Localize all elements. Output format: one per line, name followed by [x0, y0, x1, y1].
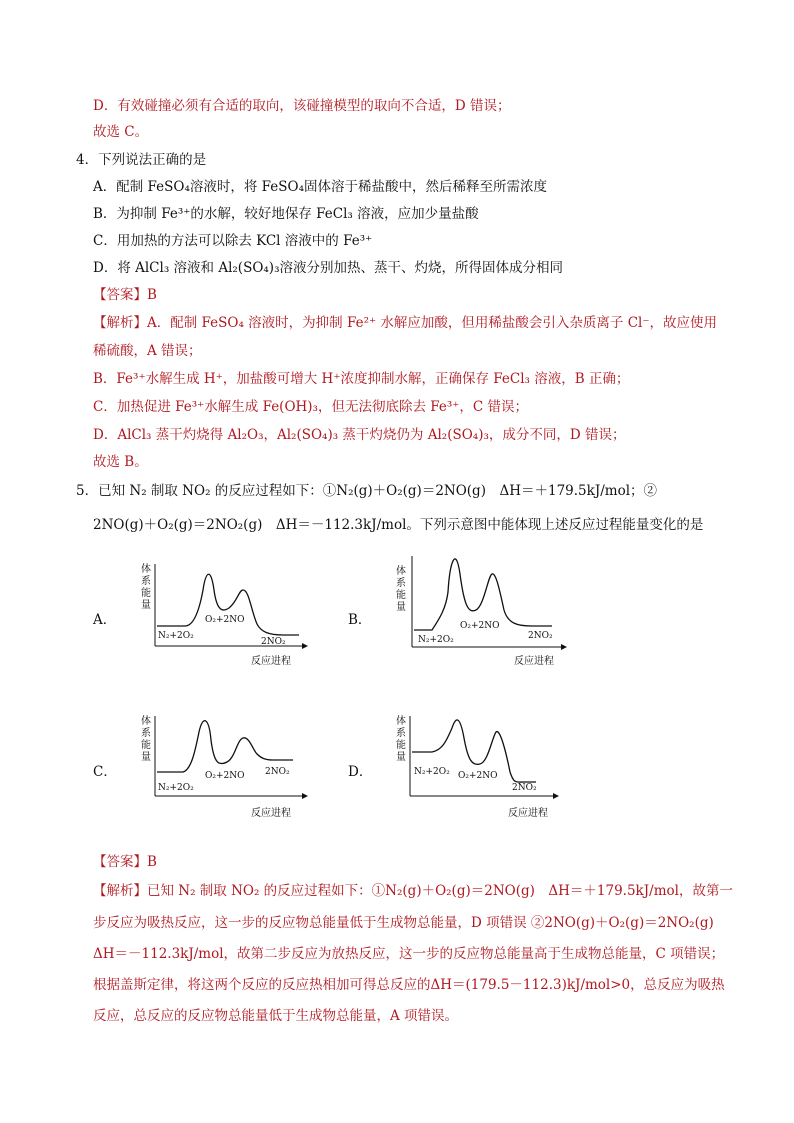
y-label-char: 量 [396, 602, 406, 613]
n2-label: N₂+2O₂ [414, 767, 450, 777]
q5-analysis-line-5: 反应，总反应的反应物总能量低于生成物总能量，A 项错误。 [93, 1008, 459, 1024]
q5-answer [93, 852, 157, 872]
x-label: 反应进程 [251, 808, 291, 819]
diagram-a [133, 560, 313, 674]
q5-analysis-text-1: 已知 N₂ 制取 NO₂ 的反应过程如下：①N₂(g)＋O₂(g)＝2NO(g) ΔH＝＋179.5kJ/mol，故第一 [147, 883, 733, 899]
no2-label: 2NO₂ [528, 631, 553, 641]
n2-label: N₂+2O₂ [158, 783, 194, 793]
q4-stem: 4．下列说法正确的是 [76, 152, 207, 168]
prev-option-d-analysis: D．有效碰撞必须有合适的取向，该碰撞模型的取向不合适，D 错误； [93, 98, 511, 114]
diagram-b [392, 552, 572, 676]
q4-analysis-line-3: B．Fe³⁺水解生成 H⁺，加盐酸可增大 H⁺浓度抑制水解，正确保存 FeCl₃ 溶液，B 正确； [93, 371, 630, 387]
o2no-label: O₂+2NO [205, 771, 245, 781]
x-label: 反应进程 [251, 656, 291, 667]
y-label-char: 系 [141, 728, 151, 739]
x-label: 反应进程 [508, 808, 548, 819]
x-label: 反应进程 [514, 656, 554, 667]
q4-analysis-tag: 【解析】 [93, 315, 147, 331]
q5-answer-value: B [147, 854, 157, 870]
q5-option-c-label: C． [93, 764, 117, 780]
q4-analysis-line-4: C．加热促进 Fe³⁺水解生成 Fe(OH)₃，但无法彻底除去 Fe³⁺，C 错误； [93, 399, 529, 415]
q4-option-d: D．将 AlCl₃ 溶液和 Al₂(SO₄)₃溶液分别加热、蒸干、灼烧，所得固体成分相同 [93, 260, 563, 276]
q5-answer-tag: 【答案】 [93, 854, 147, 870]
n2-label: N₂+2O₂ [158, 631, 194, 641]
no2-label: 2NO₂ [512, 783, 537, 793]
no2-label: 2NO₂ [261, 637, 286, 647]
o2no-label: O₂+2NO [458, 771, 498, 781]
y-label-char: 量 [141, 600, 151, 611]
x-axis-arrow [561, 644, 567, 650]
y-label-char: 体 [141, 564, 151, 575]
q4-analysis-line-1 [93, 313, 717, 333]
energy-curve [414, 559, 552, 630]
o2no-label: O₂+2NO [460, 621, 500, 631]
q4-analysis-line-5: D．AlCl₃ 蒸干灼烧得 Al₂O₃，Al₂(SO₄)₃ 蒸干灼烧仍为 Al₂(SO₄)₃，成分不同，D 错误； [93, 427, 626, 443]
q4-option-a: A．配制 FeSO₄溶液时，将 FeSO₄固体溶于稀盐酸中，然后稀释至所需浓度 [93, 179, 548, 195]
y-label-char: 能 [396, 740, 406, 751]
x-axis-arrow [302, 643, 308, 649]
q4-answer [93, 285, 157, 305]
y-label-char: 系 [396, 728, 406, 739]
prev-choose: 故选 C。 [93, 124, 149, 140]
q5-analysis-line-3: ΔH＝－112.3kJ/mol，故第二步反应为放热反应，这一步的反应物总能量高于生成物总能量，C 项错误； [93, 946, 725, 962]
q4-option-b: B．为抑制 Fe³⁺的水解，较好地保存 FeCl₃ 溶液，应加少量盐酸 [93, 206, 479, 222]
y-label-char: 系 [396, 578, 406, 589]
q5-analysis-tag: 【解析】 [93, 883, 147, 899]
q5-stem-line-2: 2NO(g)＋O₂(g)＝2NO₂(g) ΔH＝－112.3kJ/mol。下列示意图中能体现上述反应过程能量变化的是 [93, 517, 704, 533]
energy-curve [157, 574, 299, 635]
q4-analysis-line-2: 稀硫酸，A 错误； [93, 343, 202, 359]
q5-option-d-label: D． [348, 764, 373, 780]
x-axis-arrow [302, 793, 308, 799]
y-label-char: 体 [141, 716, 151, 727]
y-label-char: 量 [141, 752, 151, 763]
q5-stem-line-1: 5．已知 N₂ 制取 NO₂ 的反应过程如下：①N₂(g)＋O₂(g)＝2NO(g) ΔH＝＋179.5kJ/mol；② [76, 483, 658, 499]
y-label-char: 能 [396, 590, 406, 601]
q4-choose: 故选 B。 [93, 454, 148, 470]
q5-analysis-line-4: 根据盖斯定律，将这两个反应的反应热相加可得总反应的ΔH＝(179.5－112.3)kJ/mol>0，总反应为吸热 [93, 977, 725, 993]
q4-option-c: C．用加热的方法可以除去 KCl 溶液中的 Fe³⁺ [93, 233, 373, 249]
no2-label: 2NO₂ [265, 767, 290, 777]
diagram-d [392, 712, 572, 828]
q4-answer-value: B [147, 287, 157, 303]
q4-analysis-text-1: A．配制 FeSO₄ 溶液时，为抑制 Fe²⁺ 水解应加酸，但用稀盐酸会引入杂质离子 Cl⁻，故应使用 [147, 315, 717, 331]
y-label-char: 能 [141, 740, 151, 751]
y-label-char: 体 [396, 716, 406, 727]
n2-label: N₂+2O₂ [418, 635, 454, 645]
q5-analysis-line-1 [93, 881, 733, 901]
y-label-char: 能 [141, 588, 151, 599]
q5-analysis-line-2: 步反应为吸热反应，这一步的反应物总能量低于生成物总能量，D 项错误 ②2NO(g)＋O₂(g)＝2NO₂(g) [93, 915, 714, 931]
diagram-c [133, 712, 313, 828]
q4-answer-tag: 【答案】 [93, 287, 147, 303]
q5-option-b-label: B． [348, 612, 372, 628]
x-axis-arrow [553, 793, 559, 799]
y-label-char: 系 [141, 576, 151, 587]
q5-option-a-label: A． [93, 612, 117, 628]
y-label-char: 体 [396, 566, 406, 577]
y-label-char: 量 [396, 752, 406, 763]
energy-curve [157, 721, 293, 772]
o2no-label: O₂+2NO [205, 615, 245, 625]
